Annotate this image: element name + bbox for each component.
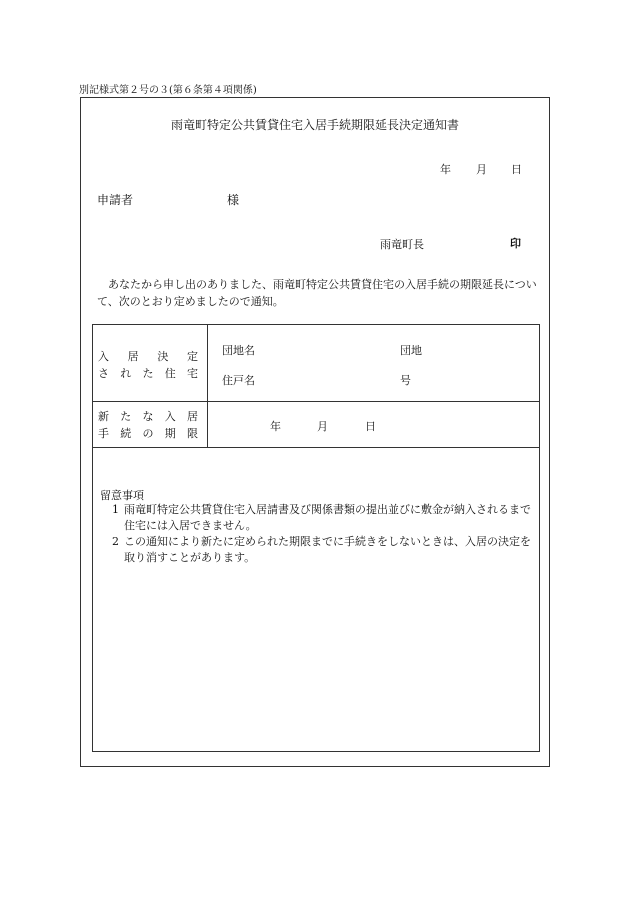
table-divider-2	[92, 447, 540, 448]
issuer-name: 雨竜町長	[380, 238, 424, 251]
unit-name-label: 住戸名	[222, 374, 255, 387]
note-number: 2	[112, 535, 119, 548]
seal-mark: 印	[510, 237, 521, 250]
row1-label-line2: さ れ た 住 宅	[98, 367, 198, 380]
notes-title: 留意事項	[100, 489, 144, 502]
estate-suffix: 団地	[400, 344, 422, 357]
notice-body: あなたから申し出のありました、雨竜町特定公共賃貸住宅の入居手続の期限延長について、次のとおり定めましたので通知。	[97, 278, 537, 308]
date-month-label: 月	[476, 163, 487, 176]
deadline-month-label: 月	[317, 420, 328, 433]
deadline-day-label: 日	[365, 420, 376, 433]
applicant-honorific: 様	[227, 193, 240, 207]
note-item	[112, 534, 537, 568]
estate-name-label: 団地名	[222, 344, 255, 357]
date-day-label: 日	[511, 163, 522, 176]
form-caption: 別記様式第２号の３(第６条第４項関係)	[79, 85, 257, 96]
date-year-label: 年	[440, 163, 451, 176]
note-text: 雨竜町特定公共賃貸住宅入居請書及び関係書類の提出並びに敷金が納入されるまで住宅には入居できません。	[124, 503, 531, 532]
note-item	[112, 502, 537, 536]
note-text: この通知により新たに定められた期限までに手続きをしないときは、入居の決定を取り消すことがあります。	[124, 535, 531, 564]
unit-suffix: 号	[400, 374, 411, 387]
deadline-year-label: 年	[270, 420, 281, 433]
row2-label-line1: 新 た な 入 居	[98, 410, 198, 423]
row2-label-line2: 手 続 の 期 限	[98, 427, 198, 440]
table-divider-1	[92, 401, 540, 402]
table-label-divider	[207, 324, 208, 447]
document-title: 雨竜町特定公共賃貸住宅入居手続期限延長決定通知書	[170, 118, 459, 132]
note-number: 1	[112, 503, 119, 516]
row1-label-line1: 入 居 決 定	[98, 350, 198, 363]
applicant-label: 申請者	[97, 193, 134, 207]
